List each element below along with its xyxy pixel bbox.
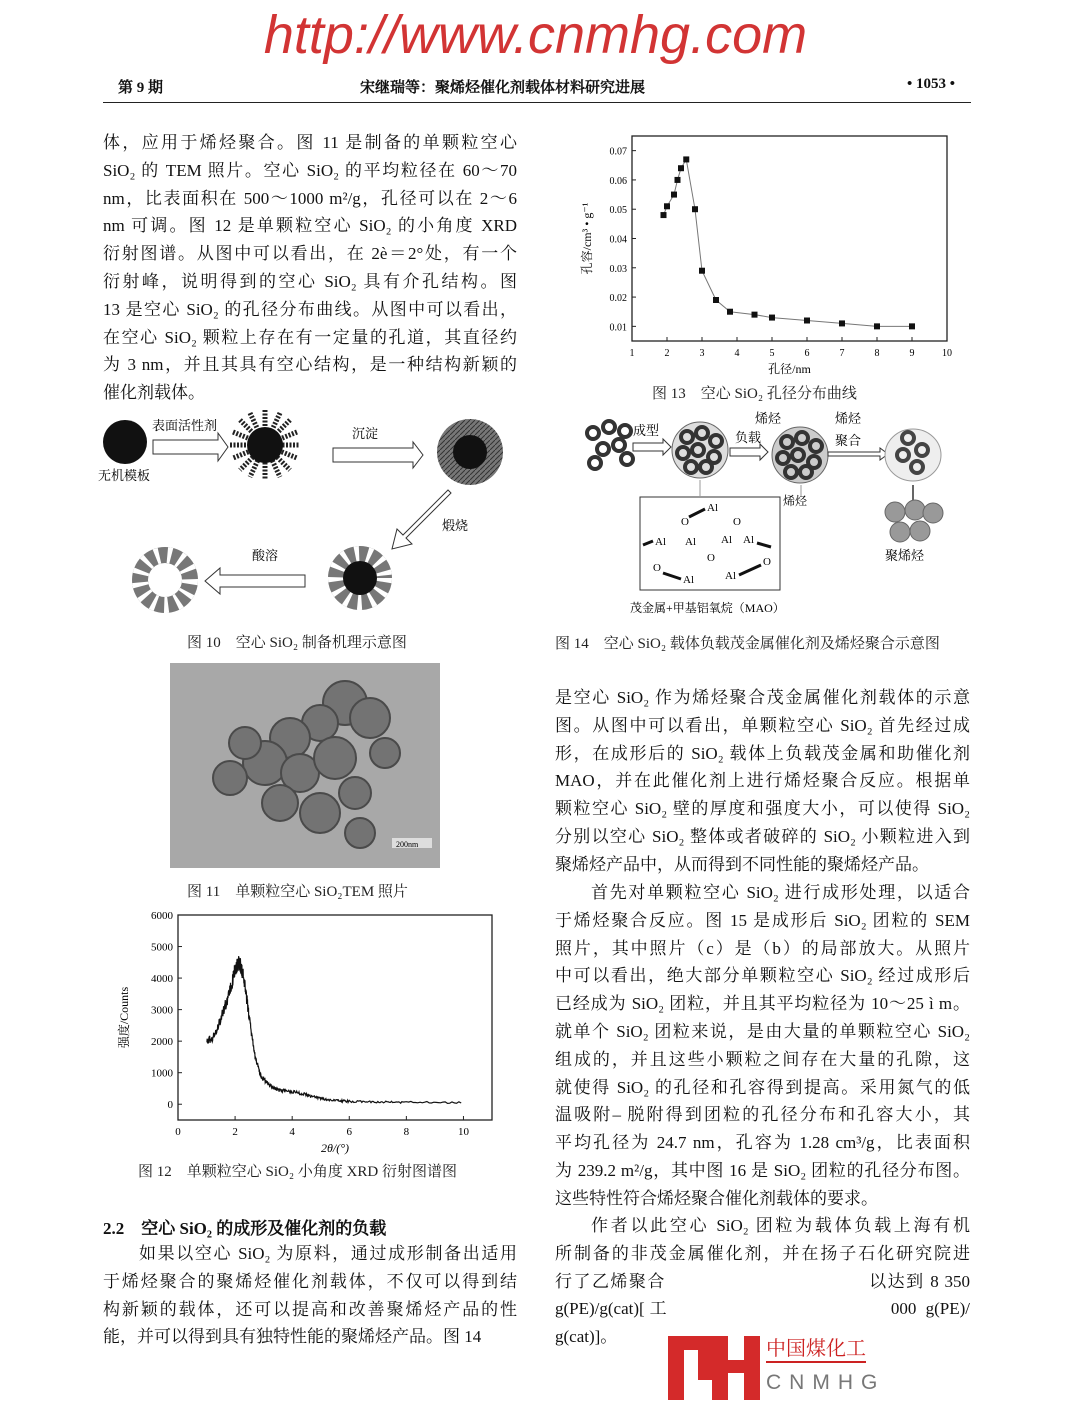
text-line: g(cat)]。 — [555, 1327, 618, 1347]
data-point — [909, 323, 915, 329]
y-tick-label: 0.05 — [609, 205, 627, 217]
figure-12-caption: 图 12 单颗粒空心 SiO₂ 小角度 XRD 衍射图谱图 — [138, 1164, 457, 1180]
text-line: 组成的，并且这些小颗粒之间存在大量的孔隙，这 — [555, 1049, 970, 1069]
logo-english-text: CNMHG — [766, 1371, 886, 1394]
label-olefin-2: 烯烃 — [835, 411, 862, 426]
text-line: 颗粒空心 SiO₂ 壁的厚度和强度大小，可以使得 SiO₂ — [555, 799, 970, 819]
text-line: 体，应用于烯烃聚合。图 11 是制备的单颗粒空心 — [103, 133, 517, 152]
text-line: 首先对单颗粒空心 SiO₂ 进行成形处理，以适合 — [591, 883, 970, 902]
text-line: 是空心 SiO₂ 作为烯烃聚合茂金属催化剂载体的示意 — [555, 688, 970, 707]
svg-text:Al: Al — [685, 536, 696, 548]
data-series-line — [207, 956, 462, 1103]
y-tick-label: 0 — [167, 1099, 173, 1112]
data-point — [804, 318, 810, 324]
y-axis-label: 孔容/cm³ • g⁻¹ — [580, 202, 594, 275]
header-rule — [103, 102, 971, 103]
label-polymerize: 聚合 — [835, 433, 862, 448]
text-line: SiO₂ 的 TEM 照片。空心 SiO₂ 的平均粒径在 60～70 — [103, 160, 517, 180]
text-line: 作者以此空心 SiO₂ 团粒为载体负载上海有机 — [591, 1216, 970, 1235]
issue-number: 第 9 期 — [118, 80, 164, 96]
text-line: 形，在成形后的 SiO₂ 载体上负载茂金属和助催化剂 — [555, 743, 970, 763]
x-tick-label: 4 — [289, 1126, 295, 1138]
svg-text:O: O — [653, 562, 661, 574]
arrow-load — [730, 444, 768, 460]
polyolefin-product — [885, 500, 943, 542]
left-paragraph-1 — [103, 129, 517, 407]
plot-frame — [178, 915, 492, 1120]
text-line: 于烯烃聚合的聚烯烃催化剂载体，不仅可以得到结 — [103, 1271, 517, 1291]
cnmhg-logo-mark — [668, 1336, 760, 1400]
agglomerate-1 — [672, 422, 728, 478]
x-tick-label: 1 — [629, 348, 635, 359]
text-line: 照片，其中照片（c）是（b）的局部放大。从照片 — [555, 938, 970, 958]
label-polyolefin: 聚烯烃 — [885, 548, 925, 563]
text-line: 在空心 SiO₂ 颗粒上存在有一定量的孔道，其直径约 — [103, 327, 517, 347]
svg-text:O: O — [763, 556, 771, 568]
x-tick-label: 6 — [804, 348, 810, 359]
x-tick-label: 6 — [346, 1126, 353, 1138]
y-axis-label: 强度/Counts — [117, 986, 131, 1049]
svg-text:O: O — [733, 516, 741, 528]
figure-11-caption: 图 11 单颗粒空心 SiO₂TEM 照片 — [187, 884, 408, 900]
figure-13-caption: 图 13 空心 SiO₂ 孔径分布曲线 — [652, 386, 857, 402]
figure-10-diagram — [90, 410, 530, 625]
text-line: 催化剂载体。 — [103, 383, 205, 403]
agglomerate-2 — [772, 427, 828, 483]
y-tick-label: 2000 — [151, 1036, 173, 1049]
figure-10-caption: 图 10 空心 SiO₂ 制备机理示意图 — [187, 635, 407, 651]
y-tick-label: 6000 — [151, 910, 173, 922]
label-olefin-1: 烯烃 — [755, 411, 782, 426]
data-point — [874, 323, 880, 329]
label-surfactant: 表面活性剂 — [152, 418, 218, 433]
y-tick-label: 0.03 — [609, 263, 627, 275]
figure-14-caption: 图 14 空心 SiO₂ 载体负载茂金属催化剂及烯烃聚合示意图 — [555, 636, 940, 652]
figure-14-diagram — [575, 405, 975, 620]
text-line: 已经成为 SiO₂ 团粒，并且其平均粒径为 10～25 ì m。 — [555, 994, 970, 1014]
polymer-particle — [885, 429, 941, 481]
logo-chinese-text: 中国煤化工 — [766, 1336, 866, 1363]
text-line: 构新颖的载体，还可以提高和改善聚烯烃产品的性 — [103, 1299, 517, 1319]
arrow-shape — [633, 439, 671, 455]
x-tick-label: 3 — [699, 348, 705, 359]
x-tick-label: 5 — [769, 348, 775, 359]
figure-13-chart — [575, 132, 965, 382]
data-point — [692, 206, 698, 212]
data-point — [671, 192, 677, 198]
label-precipitate: 沉淀 — [352, 426, 379, 441]
y-tick-label: 0.06 — [609, 175, 627, 187]
x-tick-label: 7 — [839, 348, 845, 359]
x-axis-label: 孔径/nm — [768, 362, 811, 376]
svg-text:Al: Al — [721, 534, 732, 546]
single-particles — [587, 421, 633, 469]
y-tick-label: 0.07 — [609, 146, 627, 158]
x-tick-label: 10 — [942, 348, 952, 359]
arrow-4 — [205, 568, 305, 594]
figure-12-chart — [100, 905, 500, 1155]
x-tick-label: 0 — [175, 1126, 181, 1138]
x-tick-label: 8 — [403, 1126, 410, 1138]
text-line: 行了乙烯聚合 以达到 8 350 — [555, 1271, 970, 1291]
label-template: 无机模板 — [98, 468, 151, 483]
page-number: • 1053 • — [907, 76, 956, 92]
data-point — [675, 177, 681, 183]
running-title: 宋继瑞等：聚烯烃催化剂载体材料研究进展 — [360, 80, 646, 96]
text-line: 分别以空心 SiO₂ 整体或者破碎的 SiO₂ 小颗粒进入到 — [555, 826, 970, 846]
text-line: 13 是空心 SiO₂ 的孔径分布曲线。从图中可以看出， — [103, 299, 517, 319]
data-point — [839, 320, 845, 326]
data-series-line — [664, 159, 913, 326]
text-line: 能，并可以得到具有独特性能的聚烯烃产品。图 14 — [103, 1327, 482, 1347]
scale-label: 200nm — [396, 840, 419, 849]
text-line: g(PE)/g(cat)[工 000 g(PE)/ — [555, 1299, 970, 1319]
data-point — [678, 165, 684, 171]
x-tick-label: 2 — [232, 1126, 238, 1138]
label-load: 负载 — [735, 430, 762, 445]
right-paragraph-1 — [555, 684, 970, 879]
text-line: 所制备的非茂金属催化剂，并在扬子石化研究院进 — [555, 1243, 970, 1263]
x-tick-label: 8 — [874, 348, 880, 359]
y-tick-label: 5000 — [151, 941, 173, 954]
label-olefin-3: 烯烃 — [783, 494, 808, 508]
svg-text:O: O — [707, 552, 715, 564]
data-point — [769, 315, 775, 321]
right-paragraph-2 — [555, 879, 970, 1213]
y-tick-label: 4000 — [151, 973, 173, 986]
text-line: nm，比表面积在 500～1000 m²/g，孔径可以在 2～6 — [103, 188, 517, 208]
left-paragraph-2 — [103, 1240, 517, 1351]
text-line: 图。从图中可以看出，单颗粒空心 SiO₂ 首先经过成 — [555, 715, 970, 735]
data-point — [661, 212, 667, 218]
text-line: 聚烯烃产品中，从而得到不同性能的聚烯烃产品。 — [555, 854, 929, 874]
y-tick-label: 1000 — [151, 1067, 173, 1080]
text-line: nm 可调。图 12 是单颗粒空心 SiO₂ 的小角度 XRD — [103, 216, 517, 236]
data-point — [683, 156, 689, 162]
text-line: 为 3 nm，并且其具有空心结构，是一种结构新颖的 — [103, 355, 517, 375]
template-sphere — [103, 420, 147, 464]
svg-text:Al: Al — [707, 502, 718, 514]
y-tick-label: 3000 — [151, 1004, 173, 1017]
calcined-sphere — [328, 546, 392, 610]
y-tick-label: 0.04 — [609, 234, 627, 246]
data-point — [699, 268, 705, 274]
data-point — [752, 312, 758, 318]
url-watermark: http://www.cnmhg.com — [263, 5, 808, 65]
text-line: 衍射峰，说明得到的空心 SiO₂ 具有介孔结构。图 — [103, 271, 517, 291]
x-tick-label: 2 — [664, 348, 670, 359]
x-tick-label: 9 — [909, 348, 915, 359]
right-paragraph-3 — [555, 1212, 970, 1351]
data-point — [664, 203, 670, 209]
svg-text:Al: Al — [725, 570, 736, 582]
label-mao: 茂金属+甲基铝氧烷（MAO） — [630, 601, 785, 615]
text-line: MAO，并在此催化剂上进行烯烃聚合反应。根据单 — [555, 771, 970, 791]
svg-text:Al: Al — [743, 534, 754, 546]
label-acid: 酸溶 — [252, 548, 279, 563]
text-line: 这些特性符合烯烃聚合催化剂载体的要求。 — [555, 1188, 878, 1208]
x-axis-label: 2θ/(°) — [320, 1141, 350, 1155]
text-line: 如果以空心 SiO₂ 为原料，通过成形制备出适用 — [139, 1244, 517, 1263]
arrow-polymerize — [828, 448, 888, 460]
text-line: 于烯烃聚合反应。图 15 是成形后 SiO₂ 团粒的 SEM — [555, 910, 970, 930]
arrow-2 — [333, 442, 423, 468]
text-line: 衍射图谱。从图中可以看出，在 2è＝2°处，有一个 — [103, 244, 517, 264]
y-tick-label: 0.02 — [609, 293, 627, 305]
hollow-sphere — [132, 547, 198, 613]
label-shape: 成型 — [633, 423, 660, 438]
x-tick-label: 4 — [734, 348, 740, 359]
text-line: 温吸附– 脱附得到团粒的孔径分布和孔容大小，其 — [555, 1105, 970, 1125]
text-line: 平均孔径为 24.7 nm，孔容为 1.28 cm³/g，比表面积 — [555, 1133, 970, 1153]
text-line: 就使得 SiO₂ 的孔径和孔容得到提高。采用氮气的低 — [555, 1077, 970, 1097]
section-heading: 2.2 空心 SiO₂ 的成形及催化剂的负载 — [103, 1219, 387, 1238]
svg-text:O: O — [681, 516, 689, 528]
label-calcine: 煅烧 — [442, 518, 469, 533]
data-point — [727, 309, 733, 315]
x-tick-label: 10 — [457, 1126, 469, 1138]
text-line: 中可以看出，绝大部分单颗粒空心 SiO₂ 经过成形后 — [555, 966, 970, 986]
svg-text:Al: Al — [655, 536, 666, 548]
svg-text:Al: Al — [683, 574, 694, 586]
y-tick-label: 0.01 — [609, 322, 627, 334]
text-line: 就单个 SiO₂ 团粒来说，是由大量的单颗粒空心 SiO₂ — [555, 1021, 970, 1041]
data-point — [713, 297, 719, 303]
text-line: 为 239.2 m²/g，其中图 16 是 SiO₂ 团粒的孔径分布图。 — [555, 1160, 970, 1180]
arrow-1 — [153, 433, 228, 461]
figure-11-tem-image — [170, 663, 440, 868]
